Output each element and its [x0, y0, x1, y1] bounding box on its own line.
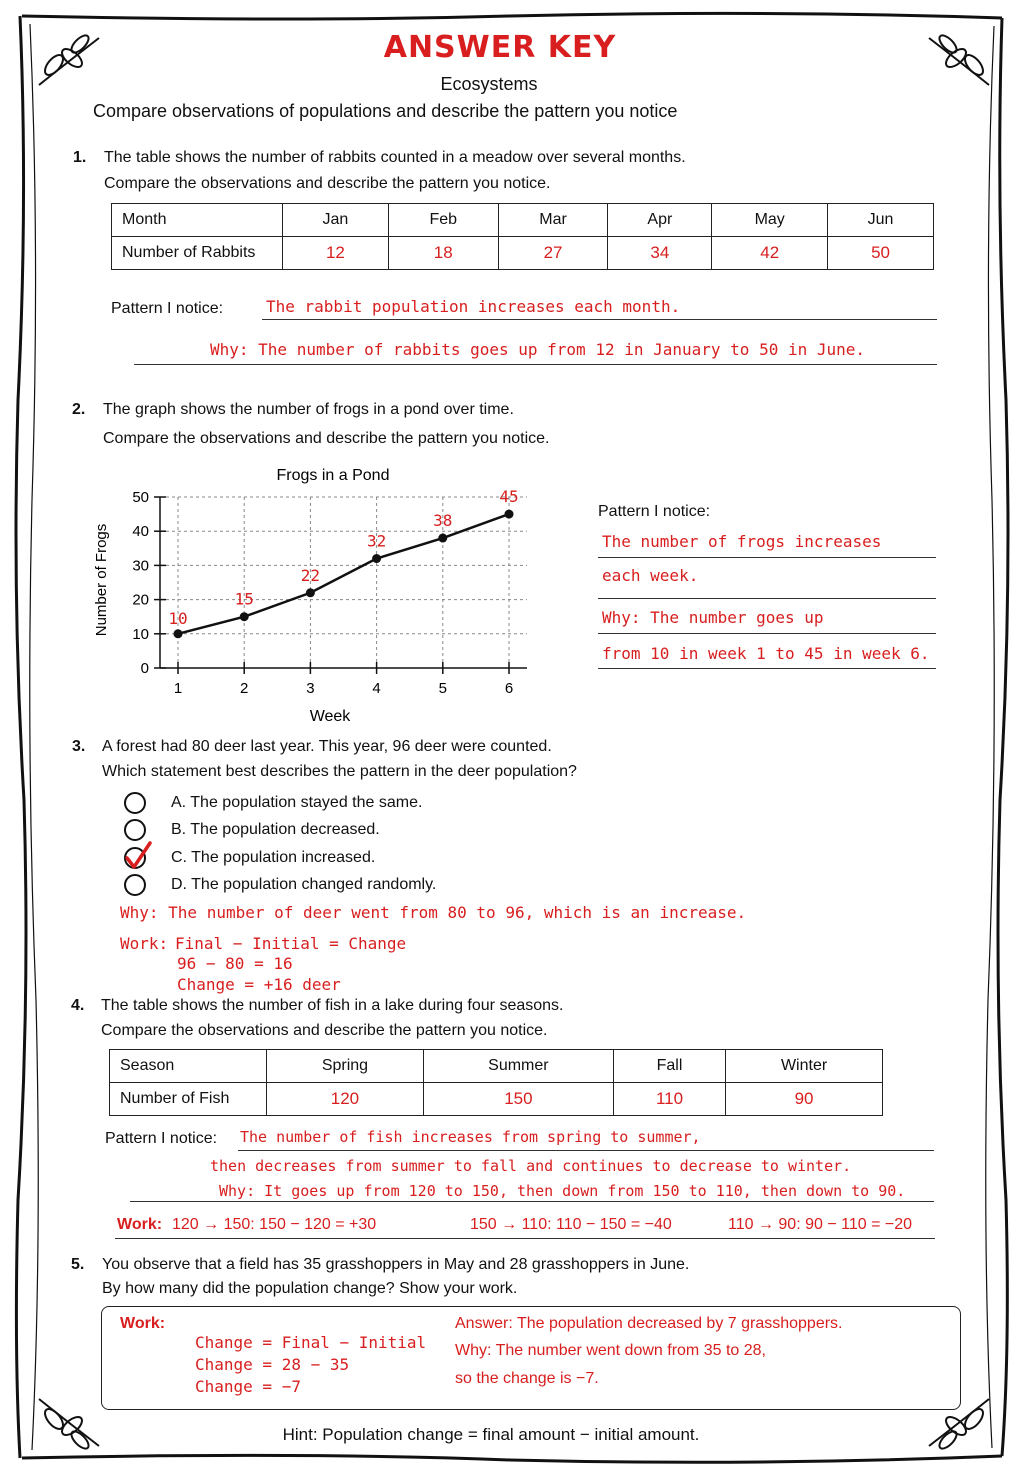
chart-title: Frogs in a Pond — [276, 467, 390, 484]
table-cell: Jun — [828, 204, 934, 237]
work-line: Change = +16 deer — [177, 975, 341, 994]
data-point — [240, 612, 249, 621]
work-label: Work: — [120, 1315, 166, 1332]
answer-line — [598, 668, 936, 669]
work-item: 110 → 90: 90 − 110 = −20 — [728, 1216, 912, 1233]
work-line: 96 − 80 = 16 — [177, 954, 293, 973]
why-answer: Why: The number of deer went from 80 to 96, which is an increase. — [120, 903, 747, 922]
data-point — [174, 629, 183, 638]
table-cell: Summer — [423, 1050, 613, 1083]
chart-x-axis-label: Week — [309, 708, 351, 725]
pattern-answer: The rabbit population increases each month. — [266, 297, 681, 316]
option-b-radio[interactable] — [124, 819, 146, 841]
instructions: Compare observations of populations and describe the pattern you notice — [93, 101, 678, 121]
rabbit-table — [111, 203, 934, 270]
option-d-label: D. The population changed randomly. — [171, 876, 437, 893]
table-cell: Jan — [283, 204, 389, 237]
answer-line — [134, 364, 937, 365]
data-point — [438, 534, 447, 543]
why-answer: Why: It goes up from 120 to 150, then down from 150 to 110, then down to 90. — [219, 1182, 906, 1200]
pattern-label: Pattern I notice: — [111, 300, 224, 317]
question-2-line1: The graph shows the number of frogs in a pond over time. — [103, 401, 514, 418]
why-answer-line2: from 10 in week 1 to 45 in week 6. — [602, 644, 930, 663]
table-cell: 110 — [613, 1083, 725, 1116]
page-subtitle: Ecosystems — [440, 74, 538, 94]
table-header-cell: Month — [112, 204, 283, 237]
answer-line1: Answer: The population decreased by 7 grasshoppers. — [455, 1315, 843, 1332]
table-row — [110, 1083, 883, 1116]
work-line: Change = Final − Initial — [195, 1333, 427, 1352]
y-tick-label: 10 — [132, 625, 149, 643]
answer-line3: so the change is −7. — [455, 1370, 599, 1387]
pattern-answer-line2: then decreases from summer to fall and continues to decrease to winter. — [210, 1157, 852, 1175]
answer-line — [598, 633, 936, 634]
data-label: 38 — [433, 511, 453, 531]
question-1-number: 1. — [73, 149, 87, 166]
table-cell: 27 — [498, 237, 608, 270]
data-label: 32 — [366, 531, 387, 551]
option-c-label: C. The population increased. — [171, 849, 376, 866]
pattern-answer-line2: each week. — [602, 566, 699, 585]
data-label: 15 — [234, 589, 254, 609]
option-a-radio[interactable] — [124, 792, 146, 814]
pattern-answer-line1: The number of frogs increases — [602, 532, 882, 551]
table-row — [112, 237, 934, 270]
leaf-ornament-icon — [34, 1394, 104, 1454]
table-cell: 120 — [267, 1083, 424, 1116]
question-4-line2: Compare the observations and describe the pattern you notice. — [101, 1022, 548, 1039]
table-cell: Feb — [388, 204, 498, 237]
work-line: Final − Initial = Change — [175, 934, 407, 953]
table-header-cell: Season — [110, 1050, 267, 1083]
y-tick-label: 20 — [132, 591, 149, 609]
table-cell: 50 — [828, 237, 934, 270]
data-label: 10 — [168, 608, 188, 628]
answer-line2: Why: The number went down from 35 to 28, — [455, 1342, 766, 1359]
work-item: 150 → 110: 110 − 150 = −40 — [470, 1216, 672, 1233]
table-cell: 150 — [423, 1083, 613, 1116]
why-answer-line1: Why: The number goes up — [602, 608, 824, 627]
pattern-answer-line1: The number of fish increases from spring to summer, — [240, 1128, 701, 1146]
answer-line — [115, 1238, 935, 1239]
question-4-line1: The table shows the number of fish in a lake during four seasons. — [101, 997, 564, 1014]
question-3-line2: Which statement best describes the pattern in the deer population? — [102, 763, 577, 780]
fish-table — [109, 1049, 883, 1116]
answer-line — [238, 1150, 934, 1151]
question-1-line1: The table shows the number of rabbits counted in a meadow over several months. — [104, 149, 686, 166]
pattern-label: Pattern I notice: — [598, 503, 711, 520]
question-2-number: 2. — [72, 401, 86, 418]
question-5-line1: You observe that a field has 35 grasshoppers in May and 28 grasshoppers in June. — [102, 1256, 690, 1273]
table-cell: Winter — [726, 1050, 883, 1083]
table-cell: 42 — [712, 237, 828, 270]
table-cell: 18 — [388, 237, 498, 270]
data-label: 45 — [499, 487, 519, 507]
data-point — [505, 510, 514, 519]
data-point — [306, 588, 315, 597]
question-4-number: 4. — [71, 997, 85, 1014]
x-tick-label: 5 — [438, 680, 447, 697]
question-2-line2: Compare the observations and describe the pattern you notice. — [103, 430, 550, 447]
frogs-line-chart — [80, 455, 560, 730]
data-point — [372, 554, 381, 563]
y-tick-label: 30 — [132, 557, 149, 575]
question-1-line2: Compare the observations and describe the pattern you notice. — [104, 175, 551, 192]
option-a-label: A. The population stayed the same. — [171, 794, 423, 811]
option-d-radio[interactable] — [124, 874, 146, 896]
table-header-cell: Number of Rabbits — [112, 237, 283, 270]
table-row — [112, 204, 934, 237]
work-item: 120 → 150: 150 − 120 = +30 — [172, 1216, 377, 1233]
y-tick-label: 50 — [132, 489, 149, 506]
answer-line — [598, 557, 936, 558]
table-cell: Mar — [498, 204, 608, 237]
why-answer: Why: The number of rabbits goes up from 12 in January to 50 in June. — [210, 340, 866, 359]
table-cell: 90 — [726, 1083, 883, 1116]
series-line — [178, 514, 509, 634]
pattern-label: Pattern I notice: — [105, 1130, 218, 1147]
work-line: Change = 28 − 35 — [195, 1355, 350, 1374]
answer-line — [598, 598, 936, 599]
work-label: Work: — [120, 934, 169, 953]
x-tick-label: 1 — [173, 680, 183, 697]
x-tick-label: 3 — [306, 680, 315, 697]
option-b-label: B. The population decreased. — [171, 821, 380, 838]
answer-line — [130, 1201, 934, 1202]
data-label: 22 — [300, 565, 321, 585]
x-tick-label: 2 — [240, 680, 249, 697]
table-cell: 12 — [283, 237, 389, 270]
question-5-line2: By how many did the population change? Show your work. — [102, 1280, 518, 1297]
work-label: Work: — [117, 1216, 163, 1233]
question-5-number: 5. — [71, 1256, 85, 1273]
table-cell: Fall — [613, 1050, 725, 1083]
table-cell: May — [712, 204, 828, 237]
answer-line — [262, 319, 937, 320]
chart-y-axis-label: Number of Frogs — [93, 523, 110, 637]
hint-text: Hint: Population change = final amount − initial amount. — [282, 1425, 700, 1444]
table-cell: Spring — [267, 1050, 424, 1083]
table-row — [110, 1050, 883, 1083]
x-tick-label: 6 — [504, 680, 514, 697]
work-line: Change = −7 — [195, 1377, 301, 1396]
table-header-cell: Number of Fish — [110, 1083, 267, 1116]
y-tick-label: 0 — [140, 660, 149, 677]
checkmark-icon — [120, 840, 154, 872]
x-tick-label: 4 — [372, 680, 381, 697]
question-3-number: 3. — [72, 738, 86, 755]
page-title: ANSWER KEY — [383, 30, 617, 65]
y-tick-label: 40 — [132, 523, 149, 541]
table-cell: 34 — [608, 237, 712, 270]
table-cell: Apr — [608, 204, 712, 237]
question-3-line1: A forest had 80 deer last year. This year, 96 deer were counted. — [102, 738, 552, 755]
